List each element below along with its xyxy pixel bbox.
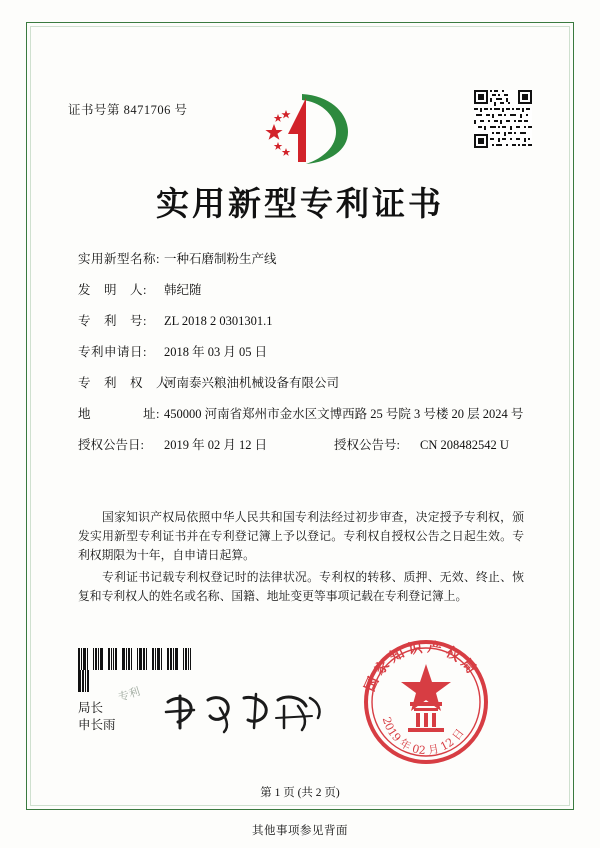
handwritten-signature — [160, 688, 330, 740]
patent-office-logo-icon — [244, 88, 356, 168]
field-label-announcement-date: 授权公告日: — [78, 438, 144, 452]
field-label-inventor: 发 明 人: — [78, 283, 147, 297]
field-label-address: 地 址: — [78, 407, 160, 421]
svg-text:2019 年 02 月 12 日: 2019 年 02 月 12 日 — [379, 715, 467, 758]
field-row-address — [78, 405, 526, 423]
footer-note: 其他事项参见背面 — [252, 825, 348, 837]
paragraph-1: 国家知识产权局依照中华人民共和国专利法经过初步审查，决定授予专利权，颁发实用新型专利证书并在专利登记簿上予以登记。专利权自授权公告之日起生效。专利权期限为十年，自申请日起算。 — [78, 510, 524, 562]
faint-mark: 专利 — [116, 685, 142, 705]
signature-role-line1: 局长 — [78, 701, 104, 715]
field-row-name — [78, 250, 526, 268]
page-title: 实用新型专利证书 — [156, 184, 444, 223]
field-value-inventor: 韩纪随 — [164, 283, 202, 297]
field-label-name: 实用新型名称: — [78, 252, 160, 266]
field-value-application-date: 2018 年 03 月 05 日 — [164, 345, 268, 359]
signature-role — [78, 700, 116, 734]
field-row-patent-number — [78, 312, 526, 330]
barcode-icon — [78, 648, 198, 670]
official-seal — [352, 628, 500, 776]
page-indicator: 第 1 页 (共 2 页) — [260, 787, 340, 799]
field-label-application-date: 专利申请日: — [78, 345, 147, 359]
field-row-patentee — [78, 374, 526, 392]
svg-text:国家知识产权局: 国家知识产权局 — [362, 639, 482, 694]
signature-role-line2: 申长雨 — [78, 718, 116, 732]
field-value-patentee: 河南泰兴粮油机械设备有限公司 — [164, 376, 340, 390]
field-value-announcement-number: CN 208482542 U — [420, 438, 509, 452]
field-row-application-date — [78, 343, 526, 361]
field-value-patent-number: ZL 2018 2 0301301.1 — [164, 314, 273, 328]
body-text — [78, 508, 524, 609]
field-list — [78, 250, 526, 467]
field-label-patent-number: 专 利 号: — [78, 314, 147, 328]
qr-code-icon — [474, 90, 532, 148]
field-value-announcement-date: 2019 年 02 月 12 日 — [164, 438, 268, 452]
field-label-patentee: 专 利 权 人: — [78, 376, 173, 390]
field-row-announcement — [78, 436, 526, 454]
field-label-announcement-number: 授权公告号: — [334, 438, 400, 452]
field-row-inventor — [78, 281, 526, 299]
paragraph-2: 专利证书记载专利权登记时的法律状况。专利权的转移、质押、无效、终止、恢复和专利权人的姓名或名称、国籍、地址变更等事项记载在专利登记簿上。 — [78, 570, 524, 603]
certificate-number: 证书号第 8471706 号 — [68, 103, 188, 117]
field-value-name: 一种石磨制粉生产线 — [164, 252, 277, 266]
field-value-address: 450000 河南省郑州市金水区文博西路 25 号院 3 号楼 20 层 2024 号 — [164, 407, 524, 421]
